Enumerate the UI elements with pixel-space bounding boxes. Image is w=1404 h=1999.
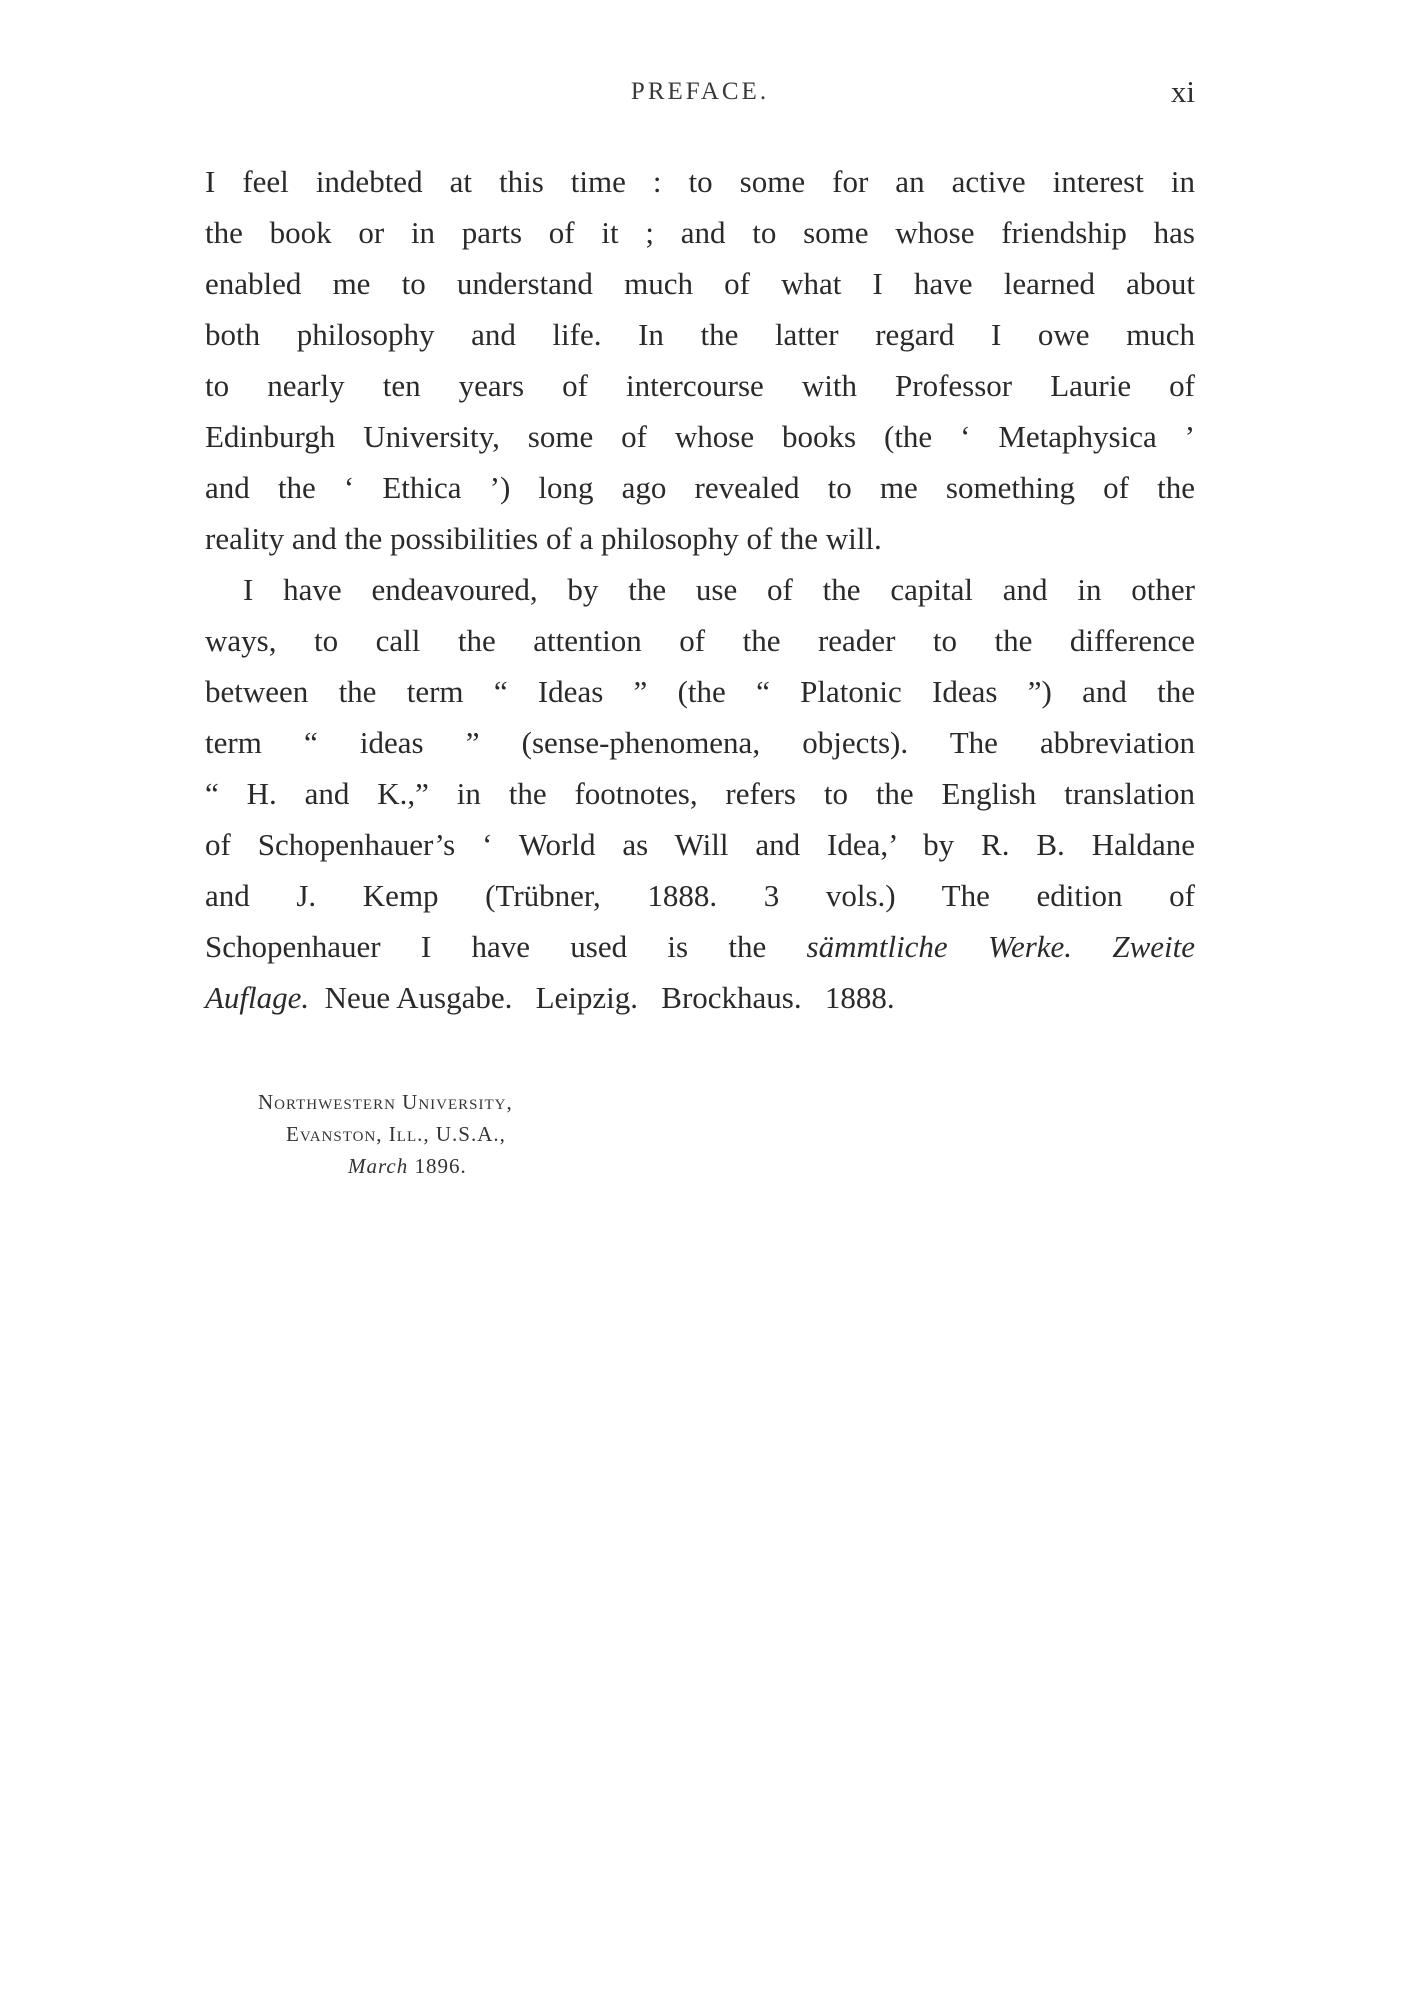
text-line: of Schopenhauer’s ‘ World as Will and Idea,’ by R. B. Haldane bbox=[205, 827, 1195, 862]
text-line: both philosophy and life. In the latter regard I owe much bbox=[205, 317, 1195, 352]
text-line: and J. Kemp (Trübner, 1888. 3 vols.) The edition of bbox=[205, 878, 1195, 913]
page-number: xi bbox=[1170, 74, 1195, 109]
text-line: ways, to call the attention of the reader to the difference bbox=[205, 623, 1195, 658]
text-line: term “ ideas ” (sense-phenomena, objects). The abbreviation bbox=[205, 725, 1195, 760]
text-line: reality and the possibilities of a philosophy of the will. bbox=[205, 521, 882, 556]
text-line: I have endeavoured, by the use of the capital and in other bbox=[243, 572, 1195, 607]
running-title: PREFACE. bbox=[630, 78, 770, 105]
signature-date bbox=[258, 1150, 513, 1182]
italic-title: Auflage. bbox=[205, 980, 310, 1015]
text-fragment: Schopenhauer I have used is the bbox=[205, 929, 807, 964]
italic-title: sämmtliche Werke. Zweite bbox=[806, 929, 1195, 964]
text-line: the book or in parts of it ; and to some whose friendship has bbox=[205, 215, 1195, 250]
paragraph-conventions bbox=[205, 564, 1195, 1023]
signature-year: 1896. bbox=[414, 1154, 467, 1178]
running-head bbox=[205, 74, 1195, 118]
text-line: between the term “ Ideas ” (the “ Platonic Ideas ”) and the bbox=[205, 674, 1195, 709]
signature-block bbox=[258, 1086, 513, 1182]
text-line: I feel indebted at this time : to some for an active interest in bbox=[205, 164, 1195, 199]
text-line bbox=[205, 972, 1195, 1023]
text-line: Edinburgh University, some of whose books (the ‘ Metaphysica ’ bbox=[205, 419, 1195, 454]
text-line: enabled me to understand much of what I have learned about bbox=[205, 266, 1195, 301]
paragraph-acknowledgements bbox=[205, 156, 1195, 564]
text-line: and the ‘ Ethica ’) long ago revealed to me something of the bbox=[205, 470, 1195, 505]
text-line bbox=[205, 921, 1195, 972]
signature-institution: Northwestern University, bbox=[258, 1090, 513, 1114]
signature-month: March bbox=[348, 1154, 409, 1178]
text-line: to nearly ten years of intercourse with Professor Laurie of bbox=[205, 368, 1195, 403]
preface-body bbox=[205, 156, 1195, 1023]
signature-place: Evanston, Ill., U.S.A., bbox=[286, 1122, 506, 1146]
text-fragment: Neue Ausgabe. Leipzig. Brockhaus. 1888. bbox=[309, 980, 895, 1015]
text-line: “ H. and K.,” in the footnotes, refers to the English translation bbox=[205, 776, 1195, 811]
